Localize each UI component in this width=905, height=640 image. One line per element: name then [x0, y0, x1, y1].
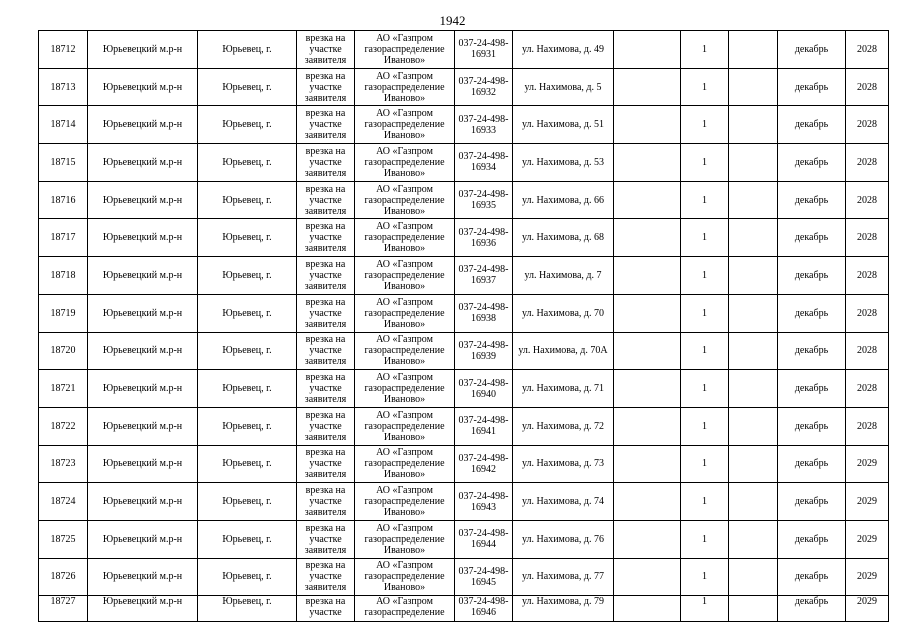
organization-cell: АО «Газпром газораспределение Иваново»: [355, 106, 455, 144]
year-cell: 2028: [846, 31, 889, 69]
city-cell: Юрьевец, г.: [198, 407, 297, 445]
connection-method-cell: врезка на участке заявителя: [297, 106, 355, 144]
address-cell: ул. Нахимова, д. 66: [513, 181, 614, 219]
district-cell: Юрьевецкий м.р-н: [88, 332, 198, 370]
month-cell: декабрь: [778, 332, 846, 370]
organization-cell: АО «Газпром газораспределение Иваново»: [355, 144, 455, 182]
city-cell: Юрьевец, г.: [198, 68, 297, 106]
connection-method-cell: врезка на участке заявителя: [297, 257, 355, 295]
row-number: 18724: [39, 483, 88, 521]
table-row: [39, 68, 889, 106]
city-cell: Юрьевец, г.: [198, 144, 297, 182]
city-cell: Юрьевец, г.: [198, 294, 297, 332]
empty-cell: [614, 294, 681, 332]
registry-table: [38, 30, 889, 622]
quantity-cell: 1: [681, 332, 729, 370]
connection-method-cell: врезка на участке заявителя: [297, 332, 355, 370]
address-cell: ул. Нахимова, д. 74: [513, 483, 614, 521]
city-cell: Юрьевец, г.: [198, 445, 297, 483]
quantity-cell: 1: [681, 219, 729, 257]
empty-cell: [614, 558, 681, 596]
city-cell: Юрьевец, г.: [198, 520, 297, 558]
object-code-cell: 037-24-498-16938: [455, 294, 513, 332]
connection-method-cell: врезка на участке заявителя: [297, 219, 355, 257]
empty-cell: [614, 68, 681, 106]
row-number: 18720: [39, 332, 88, 370]
connection-method-cell: врезка на участке: [297, 596, 355, 622]
district-cell: Юрьевецкий м.р-н: [88, 596, 198, 622]
object-code-cell: 037-24-498-16941: [455, 407, 513, 445]
empty-cell: [614, 106, 681, 144]
year-cell: 2028: [846, 407, 889, 445]
empty-cell: [729, 144, 778, 182]
year-cell: 2028: [846, 68, 889, 106]
object-code-cell: 037-24-498-16935: [455, 181, 513, 219]
district-cell: Юрьевецкий м.р-н: [88, 181, 198, 219]
address-cell: ул. Нахимова, д. 68: [513, 219, 614, 257]
object-code-cell: 037-24-498-16942: [455, 445, 513, 483]
connection-method-cell: врезка на участке заявителя: [297, 407, 355, 445]
quantity-cell: 1: [681, 106, 729, 144]
table-row: [39, 106, 889, 144]
table-row: [39, 558, 889, 596]
connection-method-cell: врезка на участке заявителя: [297, 558, 355, 596]
empty-cell: [729, 370, 778, 408]
month-cell: декабрь: [778, 31, 846, 69]
connection-method-cell: врезка на участке заявителя: [297, 483, 355, 521]
table-row: [39, 520, 889, 558]
district-cell: Юрьевецкий м.р-н: [88, 483, 198, 521]
city-cell: Юрьевец, г.: [198, 106, 297, 144]
month-cell: декабрь: [778, 106, 846, 144]
year-cell: 2028: [846, 332, 889, 370]
connection-method-cell: врезка на участке заявителя: [297, 68, 355, 106]
year-cell: 2029: [846, 520, 889, 558]
city-cell: Юрьевец, г.: [198, 219, 297, 257]
month-cell: декабрь: [778, 370, 846, 408]
connection-method-cell: врезка на участке заявителя: [297, 31, 355, 69]
year-cell: 2028: [846, 144, 889, 182]
table-row: [39, 257, 889, 295]
empty-cell: [729, 483, 778, 521]
table-row: [39, 483, 889, 521]
organization-cell: АО «Газпром газораспределение Иваново»: [355, 558, 455, 596]
table-row: [39, 144, 889, 182]
object-code-cell: 037-24-498-16946: [455, 596, 513, 622]
address-cell: ул. Нахимова, д. 7: [513, 257, 614, 295]
address-cell: ул. Нахимова, д. 70А: [513, 332, 614, 370]
quantity-cell: 1: [681, 445, 729, 483]
year-cell: 2028: [846, 106, 889, 144]
organization-cell: АО «Газпром газораспределение Иваново»: [355, 219, 455, 257]
table-row: [39, 294, 889, 332]
connection-method-cell: врезка на участке заявителя: [297, 370, 355, 408]
empty-cell: [729, 106, 778, 144]
year-cell: 2028: [846, 257, 889, 295]
table-row: [39, 181, 889, 219]
connection-method-cell: врезка на участке заявителя: [297, 144, 355, 182]
row-number: 18721: [39, 370, 88, 408]
organization-cell: АО «Газпром газораспределение Иваново»: [355, 520, 455, 558]
table-row: [39, 407, 889, 445]
month-cell: декабрь: [778, 294, 846, 332]
object-code-cell: 037-24-498-16940: [455, 370, 513, 408]
year-cell: 2029: [846, 596, 889, 622]
organization-cell: АО «Газпром газораспределение Иваново»: [355, 370, 455, 408]
city-cell: Юрьевец, г.: [198, 257, 297, 295]
city-cell: Юрьевец, г.: [198, 370, 297, 408]
month-cell: декабрь: [778, 219, 846, 257]
object-code-cell: 037-24-498-16937: [455, 257, 513, 295]
month-cell: декабрь: [778, 407, 846, 445]
address-cell: ул. Нахимова, д. 73: [513, 445, 614, 483]
row-number: 18713: [39, 68, 88, 106]
organization-cell: АО «Газпром газораспределение Иваново»: [355, 68, 455, 106]
empty-cell: [614, 445, 681, 483]
address-cell: ул. Нахимова, д. 71: [513, 370, 614, 408]
page-number: 1942: [439, 13, 466, 28]
object-code-cell: 037-24-498-16931: [455, 31, 513, 69]
quantity-cell: 1: [681, 31, 729, 69]
month-cell: декабрь: [778, 257, 846, 295]
empty-cell: [614, 370, 681, 408]
empty-cell: [729, 558, 778, 596]
quantity-cell: 1: [681, 596, 729, 622]
quantity-cell: 1: [681, 370, 729, 408]
month-cell: декабрь: [778, 181, 846, 219]
object-code-cell: 037-24-498-16933: [455, 106, 513, 144]
month-cell: декабрь: [778, 596, 846, 622]
year-cell: 2028: [846, 370, 889, 408]
empty-cell: [729, 68, 778, 106]
year-cell: 2028: [846, 219, 889, 257]
district-cell: Юрьевецкий м.р-н: [88, 144, 198, 182]
address-cell: ул. Нахимова, д. 77: [513, 558, 614, 596]
empty-cell: [729, 596, 778, 622]
row-number: 18716: [39, 181, 88, 219]
quantity-cell: 1: [681, 181, 729, 219]
row-number: 18725: [39, 520, 88, 558]
row-number: 18726: [39, 558, 88, 596]
empty-cell: [614, 407, 681, 445]
month-cell: декабрь: [778, 483, 846, 521]
organization-cell: АО «Газпром газораспределение Иваново»: [355, 445, 455, 483]
address-cell: ул. Нахимова, д. 79: [513, 596, 614, 622]
table-row: [39, 445, 889, 483]
object-code-cell: 037-24-498-16944: [455, 520, 513, 558]
city-cell: Юрьевец, г.: [198, 483, 297, 521]
empty-cell: [614, 181, 681, 219]
district-cell: Юрьевецкий м.р-н: [88, 31, 198, 69]
empty-cell: [729, 294, 778, 332]
city-cell: Юрьевец, г.: [198, 596, 297, 622]
address-cell: ул. Нахимова, д. 51: [513, 106, 614, 144]
organization-cell: АО «Газпром газораспределение Иваново»: [355, 483, 455, 521]
address-cell: ул. Нахимова, д. 53: [513, 144, 614, 182]
row-number: 18727: [39, 596, 88, 622]
address-cell: ул. Нахимова, д. 5: [513, 68, 614, 106]
district-cell: Юрьевецкий м.р-н: [88, 558, 198, 596]
empty-cell: [729, 257, 778, 295]
quantity-cell: 1: [681, 294, 729, 332]
object-code-cell: 037-24-498-16945: [455, 558, 513, 596]
month-cell: декабрь: [778, 68, 846, 106]
year-cell: 2029: [846, 445, 889, 483]
quantity-cell: 1: [681, 483, 729, 521]
district-cell: Юрьевецкий м.р-н: [88, 407, 198, 445]
object-code-cell: 037-24-498-16939: [455, 332, 513, 370]
city-cell: Юрьевец, г.: [198, 31, 297, 69]
empty-cell: [729, 445, 778, 483]
year-cell: 2028: [846, 294, 889, 332]
city-cell: Юрьевец, г.: [198, 181, 297, 219]
year-cell: 2029: [846, 558, 889, 596]
empty-cell: [729, 407, 778, 445]
district-cell: Юрьевецкий м.р-н: [88, 520, 198, 558]
table-row: [39, 332, 889, 370]
district-cell: Юрьевецкий м.р-н: [88, 294, 198, 332]
object-code-cell: 037-24-498-16936: [455, 219, 513, 257]
month-cell: декабрь: [778, 520, 846, 558]
empty-cell: [614, 31, 681, 69]
address-cell: ул. Нахимова, д. 76: [513, 520, 614, 558]
organization-cell: АО «Газпром газораспределение Иваново»: [355, 31, 455, 69]
connection-method-cell: врезка на участке заявителя: [297, 445, 355, 483]
city-cell: Юрьевец, г.: [198, 558, 297, 596]
row-number: 18714: [39, 106, 88, 144]
empty-cell: [614, 257, 681, 295]
empty-cell: [729, 181, 778, 219]
table-row: [39, 370, 889, 408]
district-cell: Юрьевецкий м.р-н: [88, 219, 198, 257]
row-number: 18717: [39, 219, 88, 257]
district-cell: Юрьевецкий м.р-н: [88, 445, 198, 483]
object-code-cell: 037-24-498-16934: [455, 144, 513, 182]
row-number: 18718: [39, 257, 88, 295]
empty-cell: [614, 483, 681, 521]
organization-cell: АО «Газпром газораспределение Иваново»: [355, 181, 455, 219]
organization-cell: АО «Газпром газораспределение Иваново»: [355, 332, 455, 370]
empty-cell: [614, 219, 681, 257]
district-cell: Юрьевецкий м.р-н: [88, 257, 198, 295]
table-row: [39, 31, 889, 69]
empty-cell: [729, 332, 778, 370]
organization-cell: АО «Газпром газораспределение Иваново»: [355, 407, 455, 445]
connection-method-cell: врезка на участке заявителя: [297, 181, 355, 219]
district-cell: Юрьевецкий м.р-н: [88, 106, 198, 144]
quantity-cell: 1: [681, 144, 729, 182]
connection-method-cell: врезка на участке заявителя: [297, 294, 355, 332]
address-cell: ул. Нахимова, д. 72: [513, 407, 614, 445]
connection-method-cell: врезка на участке заявителя: [297, 520, 355, 558]
year-cell: 2028: [846, 181, 889, 219]
object-code-cell: 037-24-498-16932: [455, 68, 513, 106]
row-number: 18719: [39, 294, 88, 332]
empty-cell: [729, 219, 778, 257]
object-code-cell: 037-24-498-16943: [455, 483, 513, 521]
city-cell: Юрьевец, г.: [198, 332, 297, 370]
address-cell: ул. Нахимова, д. 70: [513, 294, 614, 332]
month-cell: декабрь: [778, 558, 846, 596]
month-cell: декабрь: [778, 445, 846, 483]
row-number: 18712: [39, 31, 88, 69]
quantity-cell: 1: [681, 257, 729, 295]
organization-cell: АО «Газпром газораспределение Иваново»: [355, 257, 455, 295]
address-cell: ул. Нахимова, д. 49: [513, 31, 614, 69]
row-number: 18723: [39, 445, 88, 483]
row-number: 18722: [39, 407, 88, 445]
empty-cell: [729, 520, 778, 558]
table-row: [39, 596, 889, 622]
empty-cell: [614, 332, 681, 370]
organization-cell: АО «Газпром газораспределение Иваново»: [355, 294, 455, 332]
month-cell: декабрь: [778, 144, 846, 182]
quantity-cell: 1: [681, 407, 729, 445]
district-cell: Юрьевецкий м.р-н: [88, 68, 198, 106]
district-cell: Юрьевецкий м.р-н: [88, 370, 198, 408]
empty-cell: [614, 520, 681, 558]
quantity-cell: 1: [681, 68, 729, 106]
empty-cell: [614, 596, 681, 622]
year-cell: 2029: [846, 483, 889, 521]
quantity-cell: 1: [681, 558, 729, 596]
row-number: 18715: [39, 144, 88, 182]
table-row: [39, 219, 889, 257]
quantity-cell: 1: [681, 520, 729, 558]
empty-cell: [614, 144, 681, 182]
organization-cell: АО «Газпром газораспределение: [355, 596, 455, 622]
empty-cell: [729, 31, 778, 69]
